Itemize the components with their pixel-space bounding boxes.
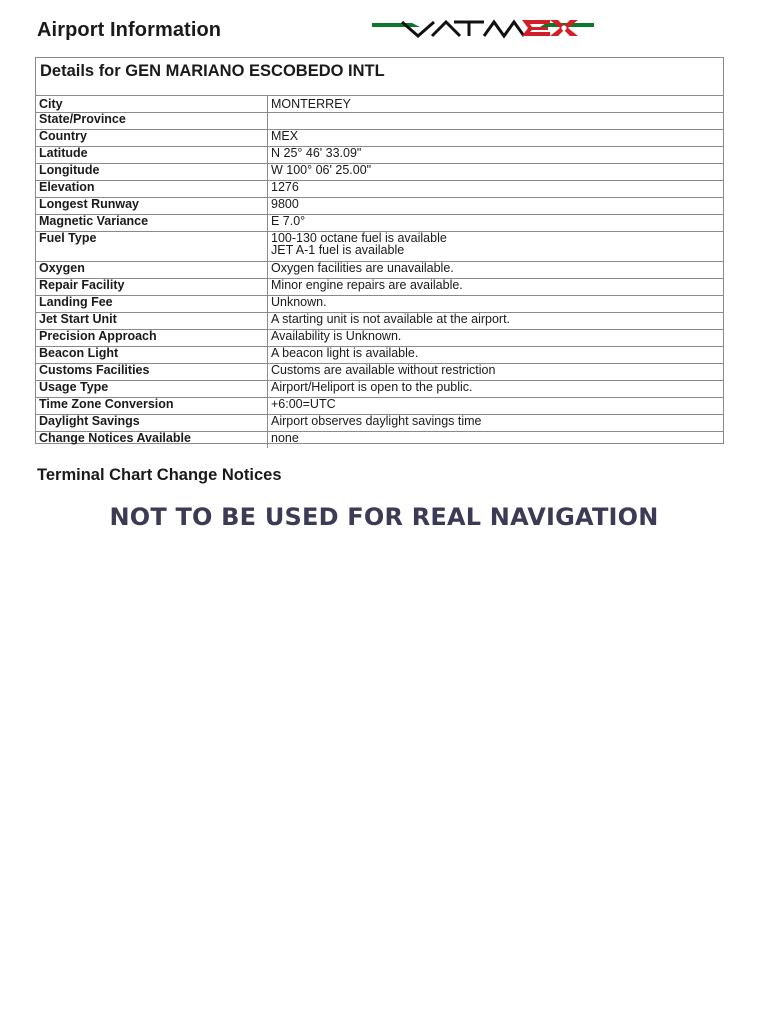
table-row (36, 164, 723, 181)
table-row (36, 279, 723, 296)
vatmex-logo (372, 16, 594, 40)
row-label: State/Province (36, 113, 268, 130)
row-value: N 25° 46' 33.09" (268, 147, 724, 164)
table-row (36, 232, 723, 262)
table-row (36, 381, 723, 398)
details-title: Details for GEN MARIANO ESCOBEDO INTL (36, 58, 723, 96)
row-value: Unknown. (268, 296, 724, 313)
page-title: Airport Information (37, 19, 222, 41)
row-label: Magnetic Variance (36, 215, 268, 232)
row-value: Airport/Heliport is open to the public. (268, 381, 724, 398)
row-value: 9800 (268, 198, 724, 215)
row-value: MONTERREY (271, 97, 351, 111)
row-label: Landing Fee (36, 296, 268, 313)
row-value: 1276 (268, 181, 724, 198)
table-row (36, 330, 723, 347)
row-label: Customs Facilities (36, 364, 268, 381)
change-notices-heading: Terminal Chart Change Notices (37, 466, 282, 484)
table-row (36, 347, 723, 364)
row-value-line: 100-130 octane fuel is available (271, 231, 447, 245)
row-label: Beacon Light (36, 347, 268, 364)
table-row (36, 198, 723, 215)
row-label: Usage Type (36, 381, 268, 398)
row-label: Daylight Savings (36, 415, 268, 432)
row-value: Airport observes daylight savings time (268, 415, 724, 432)
table-row (36, 147, 723, 164)
table-row (36, 215, 723, 232)
row-label: Oxygen (36, 262, 268, 279)
row-value: Availability is Unknown. (268, 330, 724, 347)
airport-details-table (36, 96, 723, 448)
row-label: Change Notices Available (36, 432, 268, 449)
row-label: Longest Runway (36, 198, 268, 215)
table-row (36, 415, 723, 432)
table-row (36, 364, 723, 381)
row-value: E 7.0° (268, 215, 724, 232)
airport-details-panel (35, 57, 724, 444)
table-row (36, 262, 723, 279)
row-value: A starting unit is not available at the airport. (268, 313, 724, 330)
row-label: Time Zone Conversion (36, 398, 268, 415)
row-label: Longitude (36, 164, 268, 181)
row-value: W 100° 06' 25.00" (268, 164, 724, 181)
table-row (36, 296, 723, 313)
table-row (36, 313, 723, 330)
navigation-warning: NOT TO BE USED FOR REAL NAVIGATION (109, 503, 659, 531)
row-value: +6:00=UTC (268, 398, 724, 415)
row-value (268, 232, 724, 262)
row-label: Fuel Type (36, 232, 268, 262)
row-label: Jet Start Unit (36, 313, 268, 330)
table-row (36, 181, 723, 198)
row-value: Customs are available without restriction (268, 364, 724, 381)
row-value: none (268, 432, 724, 449)
row-label: City (36, 96, 268, 113)
table-row (36, 398, 723, 415)
row-value: A beacon light is available. (268, 347, 724, 364)
row-value-line: JET A-1 fuel is available (271, 243, 405, 257)
row-label: Elevation (36, 181, 268, 198)
row-value: Minor engine repairs are available. (268, 279, 724, 296)
table-row (36, 113, 723, 130)
row-label: Latitude (36, 147, 268, 164)
row-label: Country (36, 130, 268, 147)
table-row (36, 96, 723, 113)
row-value (268, 113, 724, 130)
table-row (36, 130, 723, 147)
row-label: Precision Approach (36, 330, 268, 347)
table-row (36, 432, 723, 449)
row-value: MEX (268, 130, 724, 147)
row-label: Repair Facility (36, 279, 268, 296)
row-value: Oxygen facilities are unavailable. (268, 262, 724, 279)
